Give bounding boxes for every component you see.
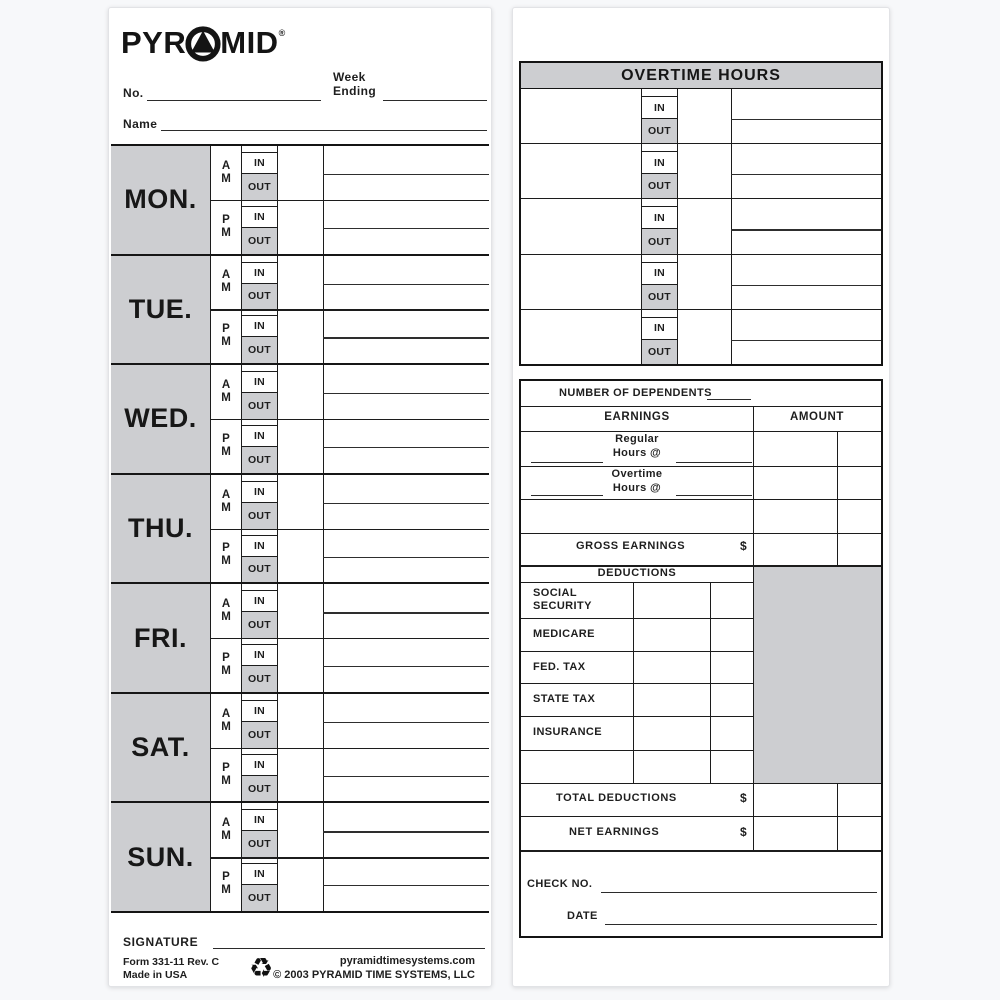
- out-cell: OUT: [242, 776, 277, 802]
- fed-tax-label: FED. TAX: [533, 661, 586, 673]
- in-out-cells: [241, 475, 278, 529]
- am-half: [211, 803, 278, 857]
- write-line: [323, 174, 489, 175]
- pyramid-logo: [121, 24, 285, 62]
- in-cell: IN: [242, 262, 277, 284]
- pm-label: P M: [221, 871, 231, 897]
- grid-line: [731, 310, 732, 364]
- week-ending-field-line: [383, 100, 487, 101]
- pm-half: [211, 529, 278, 583]
- am-half: [211, 694, 278, 748]
- day-label-cell: [111, 475, 211, 583]
- in-out-cells: [641, 310, 678, 364]
- logo-text-right: MID: [220, 25, 279, 60]
- in-cell: IN: [242, 481, 277, 503]
- grid-line: [211, 309, 489, 310]
- week-label: Week: [333, 70, 366, 84]
- in-out-cells: [241, 748, 278, 802]
- recycle-icon: ♻: [249, 953, 274, 984]
- write-line: [731, 229, 881, 230]
- day-label: FRI.: [134, 622, 187, 653]
- grid-line: [211, 748, 489, 749]
- out-cell: OUT: [242, 666, 277, 692]
- grid-line: [837, 783, 838, 850]
- day-row-mon: [111, 146, 489, 254]
- write-line: [323, 393, 489, 394]
- grid-line: [211, 857, 489, 858]
- write-line: [323, 337, 489, 338]
- overtime-rate-field-line: [676, 495, 752, 496]
- day-label-cell: [111, 365, 211, 473]
- in-out-cells: [241, 857, 278, 911]
- grid-line: [211, 638, 489, 639]
- in-cell: IN: [242, 863, 277, 885]
- out-cell: OUT: [242, 284, 277, 310]
- in-out-cells: [241, 309, 278, 363]
- registered-mark: ®: [278, 28, 286, 38]
- pm-half: [211, 638, 278, 692]
- out-cell: OUT: [242, 447, 277, 473]
- out-cell: OUT: [242, 228, 277, 254]
- am-half: [211, 146, 278, 200]
- write-line: [323, 228, 489, 229]
- week-grid: [111, 144, 489, 913]
- in-out-cells: [641, 144, 678, 198]
- write-line: [323, 776, 489, 777]
- regular-hours-field-line: [531, 462, 603, 463]
- form-number-block: [123, 956, 219, 981]
- made-in-usa: Made in USA: [123, 968, 188, 981]
- in-cell: IN: [242, 754, 277, 776]
- total-dollar-sign: $: [740, 791, 748, 805]
- am-label: A M: [221, 488, 231, 514]
- grid-line: [731, 144, 732, 198]
- signature-field-line: [213, 948, 485, 949]
- gross-earnings-label: GROSS EARNINGS: [576, 540, 686, 552]
- out-cell: OUT: [642, 119, 677, 143]
- am-label: A M: [221, 707, 231, 733]
- am-half: [211, 475, 278, 529]
- day-row-fri: [111, 582, 489, 692]
- in-cell: IN: [242, 206, 277, 228]
- grid-line: [731, 255, 732, 309]
- insurance-label: INSURANCE: [533, 726, 602, 738]
- write-line: [731, 340, 881, 341]
- regular-rate-field-line: [676, 462, 752, 463]
- copyright: © 2003 PYRAMID TIME SYSTEMS, LLC: [273, 968, 475, 981]
- overtime-table: [519, 61, 883, 366]
- in-out-cells: [641, 89, 678, 143]
- out-cell: OUT: [242, 393, 277, 419]
- pm-half: [211, 419, 278, 473]
- earnings-header: EARNINGS: [604, 411, 670, 423]
- form-number: Form 331-11 Rev. C: [123, 956, 220, 968]
- in-cell: IN: [642, 206, 677, 229]
- in-cell: IN: [242, 371, 277, 393]
- write-line: [323, 557, 489, 558]
- day-row-sun: [111, 801, 489, 911]
- net-earnings-label: NET EARNINGS: [569, 826, 660, 838]
- shaded-area: [754, 566, 881, 783]
- pm-label: P M: [221, 213, 231, 239]
- overtime-hours-field-line: [531, 495, 603, 496]
- in-out-cells: [641, 199, 678, 253]
- am-half: [211, 365, 278, 419]
- total-deductions-label: TOTAL DEDUCTIONS: [556, 792, 677, 804]
- pm-label: P M: [221, 542, 231, 568]
- am-label: A M: [221, 269, 231, 295]
- day-row-sat: [111, 692, 489, 802]
- out-cell: OUT: [242, 503, 277, 529]
- date-field-line: [605, 924, 877, 925]
- pm-label: P M: [221, 651, 231, 677]
- in-out-cells: [241, 584, 278, 638]
- am-label: A M: [221, 598, 231, 624]
- grid-line: [521, 651, 753, 652]
- day-label: TUE.: [128, 293, 193, 324]
- in-cell: IN: [242, 809, 277, 831]
- am-half: [211, 256, 278, 310]
- day-row-wed: [111, 363, 489, 473]
- day-label-cell: [111, 146, 211, 254]
- write-line: [323, 284, 489, 285]
- overtime-row: [521, 199, 881, 254]
- gross-dollar-sign: $: [740, 539, 748, 553]
- grid-line: [521, 618, 753, 619]
- in-cell: IN: [242, 425, 277, 447]
- overtime-rows: [521, 89, 881, 364]
- date-label: DATE: [567, 910, 598, 922]
- write-line: [323, 612, 489, 613]
- grid-line: [521, 716, 753, 717]
- grid-line: [731, 199, 732, 253]
- write-line: [323, 722, 489, 723]
- day-label-cell: [111, 584, 211, 692]
- in-out-cells: [241, 638, 278, 692]
- write-line: [323, 503, 489, 504]
- overtime-hours-at-label: Hours @: [612, 482, 662, 494]
- ending-label: Ending: [333, 84, 377, 98]
- in-out-cells: [241, 529, 278, 583]
- out-cell: OUT: [242, 557, 277, 583]
- dependents-label: NUMBER OF DEPENDENTS: [559, 387, 712, 399]
- out-cell: OUT: [642, 229, 677, 253]
- write-line: [731, 285, 881, 286]
- in-cell: IN: [242, 644, 277, 666]
- no-label: No.: [123, 86, 144, 100]
- pyramid-logo-icon: [184, 24, 222, 62]
- in-cell: IN: [642, 96, 677, 119]
- timecard-front: [108, 7, 492, 987]
- in-cell: IN: [242, 590, 277, 612]
- pm-half: [211, 309, 278, 363]
- write-line: [323, 831, 489, 832]
- pm-half: [211, 748, 278, 802]
- in-out-cells: [241, 419, 278, 473]
- write-line: [323, 666, 489, 667]
- name-label: Name: [123, 117, 158, 131]
- overtime-row: [521, 255, 881, 310]
- grid-line: [211, 200, 489, 201]
- grid-line: [753, 565, 754, 783]
- grid-line: [521, 533, 881, 534]
- out-cell: OUT: [242, 722, 277, 748]
- day-label: SUN.: [127, 841, 194, 872]
- grid-line: [731, 89, 732, 143]
- write-line: [323, 885, 489, 886]
- state-tax-label: STATE TAX: [533, 693, 596, 705]
- pm-label: P M: [221, 323, 231, 349]
- check-no-label: CHECK NO.: [527, 878, 593, 890]
- overtime-label: Overtime: [611, 468, 663, 480]
- no-field-line: [147, 100, 321, 101]
- out-cell: OUT: [242, 337, 277, 363]
- am-label: A M: [221, 159, 231, 185]
- day-label-cell: [111, 256, 211, 364]
- out-cell: OUT: [242, 174, 277, 200]
- grid-line: [521, 582, 753, 583]
- grid-line: [521, 406, 881, 407]
- in-out-cells: [241, 365, 278, 419]
- day-row-tue: [111, 254, 489, 364]
- grid-line: [521, 850, 881, 852]
- in-cell: IN: [642, 151, 677, 174]
- in-cell: IN: [242, 700, 277, 722]
- grid-line: [521, 783, 881, 784]
- website: pyramidtimesystems.com: [339, 955, 475, 967]
- in-cell: IN: [642, 317, 677, 340]
- social-security-label: SOCIAL SECURITY: [533, 587, 592, 612]
- grid-line: [753, 406, 754, 565]
- amount-header: AMOUNT: [789, 411, 845, 423]
- out-cell: OUT: [242, 831, 277, 857]
- day-label: WED.: [124, 403, 197, 434]
- dependents-field-line: [707, 399, 751, 400]
- medicare-label: MEDICARE: [533, 628, 595, 640]
- regular-hours-at-label: Hours @: [612, 447, 662, 459]
- out-cell: OUT: [642, 285, 677, 309]
- check-no-field-line: [601, 892, 877, 893]
- day-label: THU.: [128, 513, 193, 544]
- grid-line: [521, 816, 881, 817]
- grid-line: [837, 431, 838, 565]
- day-row-thu: [111, 473, 489, 583]
- grid-line: [753, 783, 754, 850]
- in-out-cells: [241, 200, 278, 254]
- grid-line: [521, 750, 753, 751]
- in-cell: IN: [642, 262, 677, 285]
- in-out-cells: [641, 255, 678, 309]
- out-cell: OUT: [642, 340, 677, 364]
- timecard-back: [512, 7, 890, 987]
- grid-line: [211, 529, 489, 530]
- day-label-cell: [111, 694, 211, 802]
- grid-line: [211, 419, 489, 420]
- pm-half: [211, 857, 278, 911]
- overtime-row: [521, 144, 881, 199]
- logo-text-left: PYR: [121, 25, 187, 60]
- name-field-line: [161, 130, 487, 131]
- am-label: A M: [221, 817, 231, 843]
- grid-line: [521, 499, 881, 500]
- out-cell: OUT: [242, 885, 277, 911]
- regular-label: Regular: [615, 433, 659, 445]
- write-line: [731, 174, 881, 175]
- in-cell: IN: [242, 152, 277, 174]
- write-line: [323, 447, 489, 448]
- write-line: [731, 119, 881, 120]
- day-label: SAT.: [131, 732, 190, 763]
- out-cell: OUT: [642, 174, 677, 198]
- am-label: A M: [221, 379, 231, 405]
- in-cell: IN: [242, 535, 277, 557]
- day-label: MON.: [124, 184, 197, 215]
- publisher-block: [273, 955, 475, 982]
- in-cell: IN: [242, 315, 277, 337]
- day-label-cell: [111, 803, 211, 911]
- earnings-table: [519, 379, 883, 938]
- grid-line: [710, 582, 711, 783]
- deductions-header: DEDUCTIONS: [597, 567, 677, 579]
- overtime-row: [521, 310, 881, 364]
- am-half: [211, 584, 278, 638]
- pm-label: P M: [221, 432, 231, 458]
- overtime-row: [521, 89, 881, 144]
- in-out-cells: [241, 146, 278, 200]
- out-cell: OUT: [242, 612, 277, 638]
- grid-line: [521, 683, 753, 684]
- in-out-cells: [241, 256, 278, 310]
- pm-label: P M: [221, 761, 231, 787]
- pm-half: [211, 200, 278, 254]
- overtime-title: OVERTIME HOURS: [521, 63, 881, 89]
- in-out-cells: [241, 803, 278, 857]
- in-out-cells: [241, 694, 278, 748]
- net-dollar-sign: $: [740, 825, 748, 839]
- grid-line: [633, 582, 634, 783]
- signature-label: SIGNATURE: [123, 935, 199, 949]
